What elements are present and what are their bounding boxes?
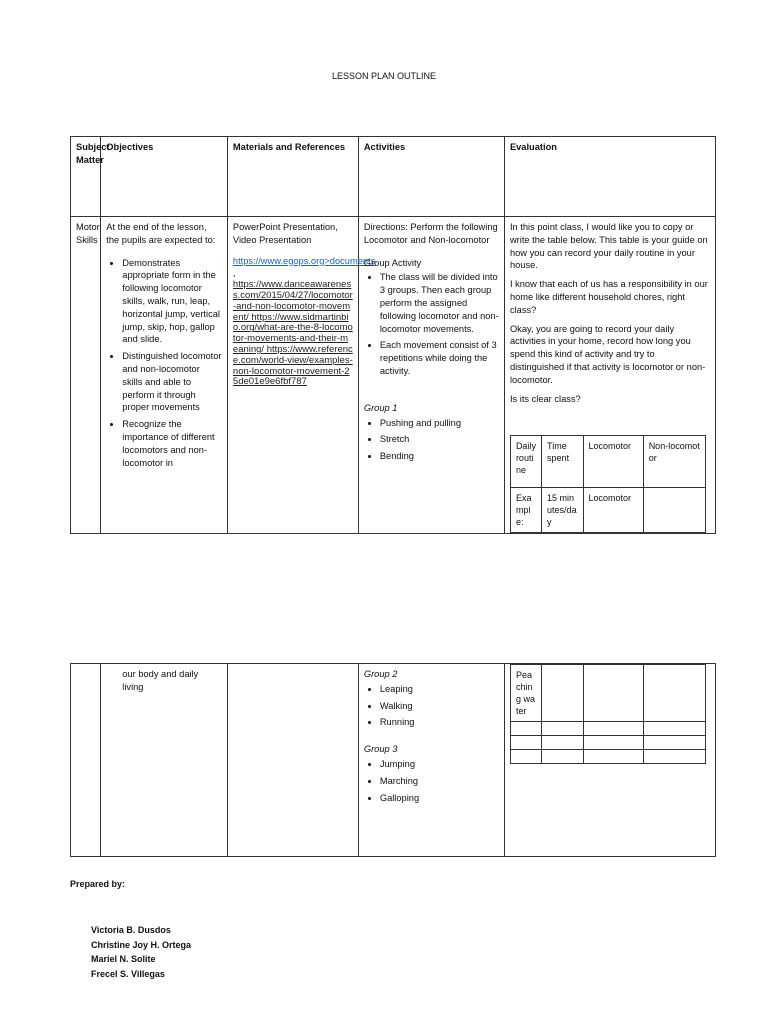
group1-item: • Bending bbox=[380, 450, 499, 463]
materials-cell bbox=[227, 664, 358, 857]
header-evaluation: Evaluation bbox=[504, 137, 715, 217]
author-list bbox=[91, 923, 191, 981]
routine-cell bbox=[643, 488, 705, 533]
routine-cell bbox=[643, 665, 705, 722]
routine-table-row bbox=[510, 722, 705, 736]
objectives-cell bbox=[101, 217, 228, 534]
author-name: Mariel N. Solite bbox=[91, 954, 156, 964]
objective-item: • Demonstrates appropriate form in the following locomotor skills, walk, run, leap, horizontal jump, vertical jump, skip, hop, gallop and slide. bbox=[122, 257, 222, 347]
objective-item: • Recognize the importance of different locomotors and non-locomotor in bbox=[122, 418, 222, 469]
routine-cell: 15 minutes/day bbox=[542, 488, 583, 533]
routine-header-cell: Daily routine bbox=[510, 436, 541, 488]
group-activity-item: • Each movement consist of 3 repetitions while doing the activity. bbox=[380, 339, 499, 377]
objectives-intro: At the end of the lesson, the pupils are expected to: bbox=[106, 222, 216, 245]
routine-table-row bbox=[510, 750, 705, 764]
routine-header-cell: Non-locomotor bbox=[643, 436, 705, 488]
materials-text: PowerPoint Presentation, Video Presentation bbox=[232, 222, 338, 245]
objectives-continued: our body and daily living bbox=[122, 669, 199, 692]
header-row bbox=[71, 137, 716, 217]
lesson-plan-table-continued bbox=[70, 663, 716, 857]
routine-table-header bbox=[510, 436, 705, 488]
group2-item: • Running bbox=[380, 716, 499, 729]
group-activity-item: • The class will be divided into 3 groups. Then each group perform the assigned following locomotor and non-locomotor movements. bbox=[380, 271, 499, 335]
routine-table-continued bbox=[510, 664, 706, 764]
prepared-by-label: Prepared by: bbox=[70, 879, 126, 889]
subject-cell bbox=[71, 664, 101, 857]
group3-item: • Galloping bbox=[380, 792, 499, 805]
evaluation-paragraph: Is its clear class? bbox=[509, 393, 581, 404]
objective-item: • Distinguished locomotor and non-locomotor skills and able to perform it through proper movements bbox=[122, 350, 222, 414]
group2-label: Group 2 bbox=[363, 669, 398, 679]
routine-cell: Peaching water bbox=[510, 665, 541, 722]
author-name: Victoria B. Dusdos bbox=[91, 925, 171, 935]
lesson-plan-table bbox=[70, 136, 716, 534]
materials-cell bbox=[227, 217, 376, 534]
activities-cell bbox=[358, 217, 504, 534]
subject-cell: Motor Skills bbox=[71, 217, 101, 534]
header-objectives: Objectives bbox=[101, 137, 228, 217]
routine-table bbox=[510, 435, 706, 533]
table-row bbox=[71, 217, 716, 534]
header-materials: Materials and References bbox=[227, 137, 358, 217]
page-title: LESSON PLAN OUTLINE bbox=[331, 71, 437, 81]
evaluation-paragraph: In this point class, I would like you to copy or write the table below. This table is your guide on how you can record your daily routine in your house. bbox=[509, 222, 708, 271]
activities-cell bbox=[358, 664, 504, 857]
table-row bbox=[71, 664, 716, 857]
activities-directions: Directions: Perform the following Locomotor and Non-locomotor bbox=[363, 222, 498, 245]
routine-header-cell: Locomotor bbox=[583, 436, 643, 488]
routine-table-row bbox=[510, 665, 705, 722]
group1-label: Group 1 bbox=[363, 402, 398, 413]
routine-cell: Example: bbox=[510, 488, 541, 533]
author-name: Frecel S. Villegas bbox=[91, 968, 165, 979]
routine-header-cell: Time spent bbox=[542, 436, 583, 488]
routine-cell bbox=[583, 665, 643, 722]
evaluation-paragraph: I know that each of us has a responsibility in our home like different household chores, right class? bbox=[509, 279, 708, 315]
author-name: Christine Joy H. Ortega bbox=[91, 939, 192, 950]
routine-table-row bbox=[510, 736, 705, 750]
reference-link-list[interactable]: https://www.danceawareness.com/2015/04/27/locomotor-and-non-locomotor-movement/ https://www.sidmartinbio.org/what-are-the-8-locomotor-movements-and-their-meaning/ https://www.reference.com/world-view/examples-non-locomotor-movement-25de01e9e6fbf787 bbox=[232, 279, 353, 388]
group-activity-label: Group Activity bbox=[363, 257, 422, 268]
evaluation-cell bbox=[504, 217, 715, 534]
group3-item: • Jumping bbox=[380, 758, 499, 771]
routine-cell: Locomotor bbox=[583, 488, 643, 533]
reference-link[interactable]: https://www.egops.org>documents , bbox=[232, 255, 376, 279]
group3-item: • Marching bbox=[380, 775, 499, 788]
evaluation-cell bbox=[504, 664, 715, 857]
header-subject-matter: Subject Matter bbox=[71, 137, 101, 217]
group2-item: • Walking bbox=[380, 700, 499, 713]
group1-item: • Pushing and pulling bbox=[380, 417, 499, 430]
evaluation-paragraph: Okay, you are going to record your daily activities in your home, record how long you spend this kind of activity and try to distinguished if that activity is locomotor or non-locomotor. bbox=[509, 323, 706, 385]
routine-table-row bbox=[510, 488, 705, 533]
group3-label: Group 3 bbox=[363, 744, 398, 755]
routine-cell bbox=[542, 665, 583, 722]
group2-item: • Leaping bbox=[380, 683, 499, 696]
group1-item: • Stretch bbox=[380, 433, 499, 446]
header-activities: Activities bbox=[358, 137, 504, 217]
objectives-cell bbox=[101, 664, 228, 857]
